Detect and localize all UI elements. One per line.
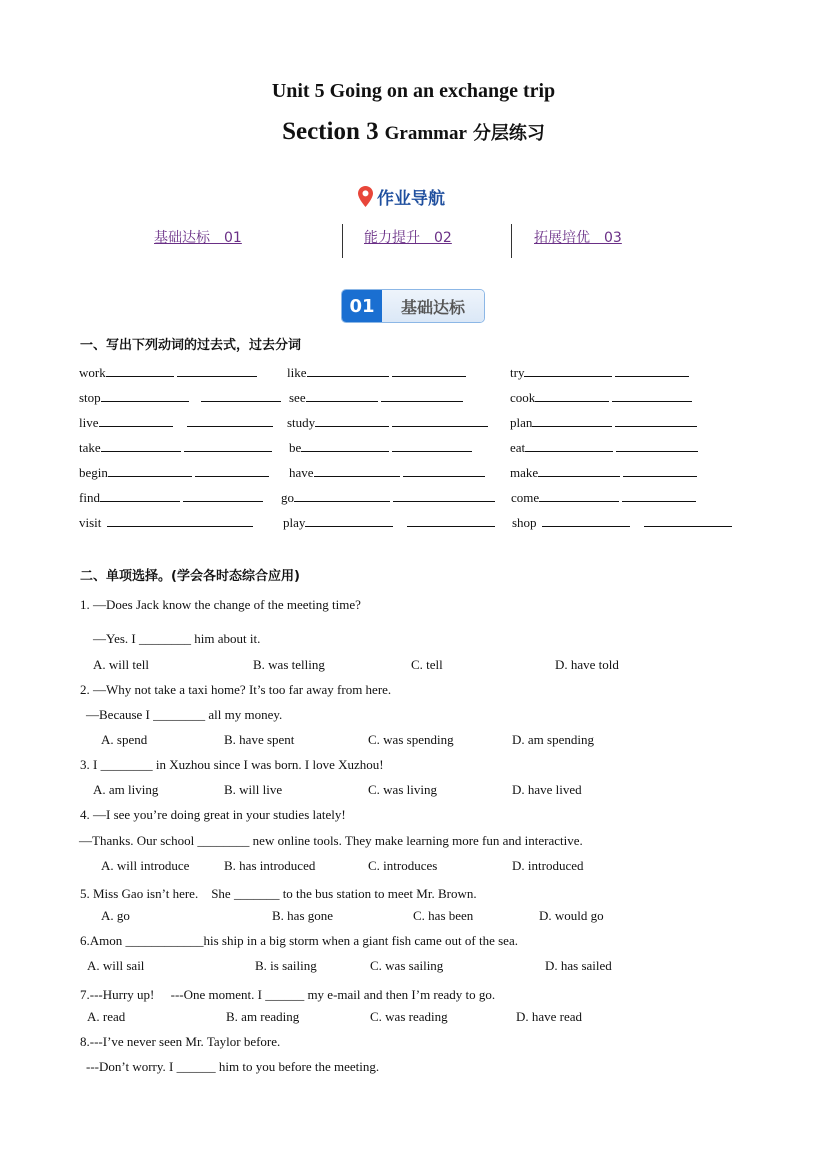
verb-word: live (79, 415, 99, 430)
verb-item (510, 388, 692, 406)
section-number: Section 3 (282, 118, 379, 145)
verb-item (287, 363, 466, 381)
nav-link-extension[interactable]: 拓展培优 03 (534, 230, 622, 246)
option[interactable]: B. have spent (224, 732, 295, 747)
verb-word: go (281, 490, 294, 505)
verb-item (79, 488, 263, 506)
section-title (0, 118, 827, 146)
verb-word: shop (512, 515, 537, 530)
verb-item (281, 488, 495, 506)
option[interactable]: A. go (101, 908, 130, 923)
verb-item (79, 413, 273, 431)
option[interactable]: C. tell (411, 657, 443, 672)
verb-word: take (79, 440, 101, 455)
verb-word: make (510, 465, 539, 480)
question-4-reply: —Thanks. Our school ________ new online tools. They make learning more fun and interactive. (79, 833, 583, 848)
question-6: 6.Amon ____________his ship in a big storm when a giant fish came out of the sea. (80, 933, 518, 948)
option[interactable]: D. introduced (512, 858, 584, 873)
option[interactable]: D. would go (539, 908, 604, 923)
verb-item (511, 488, 696, 506)
option[interactable]: B. has gone (272, 908, 334, 923)
location-pin-icon (358, 186, 373, 207)
option[interactable]: A. spend (101, 732, 148, 747)
question-8-reply: ---Don’t worry. I ______ him to you before the meeting. (86, 1059, 380, 1074)
badge-label: 基础达标 (382, 290, 484, 322)
verb-word: study (287, 415, 316, 430)
option[interactable]: D. am spending (512, 732, 594, 747)
option[interactable]: A. will sail (87, 958, 145, 973)
nav-heading-text: 作业导航 (377, 188, 445, 209)
verb-item (79, 388, 281, 406)
verb-item (510, 463, 697, 481)
nav-divider (342, 224, 343, 258)
option[interactable]: C. has been (413, 908, 474, 923)
option[interactable]: B. was telling (253, 657, 325, 672)
option[interactable]: C. was sailing (370, 958, 444, 973)
part2-heading: 二、单项选择。(学会各时态综合应用) (80, 569, 300, 584)
option[interactable]: A. will tell (93, 657, 149, 672)
option[interactable]: A. am living (93, 782, 159, 797)
option[interactable]: C. was reading (370, 1009, 448, 1024)
option[interactable]: B. will live (224, 782, 283, 797)
question-2-reply: —Because I ________ all my money. (86, 707, 283, 722)
option[interactable]: B. is sailing (255, 958, 317, 973)
verb-word: eat (510, 440, 526, 455)
section-badge (342, 290, 484, 322)
verb-word: work (79, 365, 106, 380)
verb-word: play (283, 515, 306, 530)
question-4: 4. —I see you’re doing great in your studies lately! (80, 807, 346, 822)
verb-word: have (289, 465, 314, 480)
option[interactable]: D. has sailed (545, 958, 612, 973)
question-7: 7.---Hurry up! ---One moment. I ______ my e-mail and then I’m ready to go. (80, 987, 496, 1002)
nav-link-ability[interactable]: 能力提升 02 (364, 230, 452, 246)
verb-item (289, 438, 472, 456)
verb-item (79, 363, 257, 381)
subtitle-cn: 分层练习 (472, 123, 545, 144)
option[interactable]: A. read (87, 1009, 126, 1024)
nav-link-basic[interactable]: 基础达标 01 (154, 230, 242, 246)
verb-item (510, 413, 697, 431)
verb-item (289, 463, 485, 481)
option[interactable]: C. was spending (368, 732, 454, 747)
verb-word: like (287, 365, 307, 380)
question-5: 5. Miss Gao isn’t here. She _______ to the bus station to meet Mr. Brown. (80, 886, 477, 901)
verb-word: cook (510, 390, 536, 405)
option[interactable]: A. will introduce (101, 858, 190, 873)
option[interactable]: D. have read (516, 1009, 583, 1024)
verb-item (510, 363, 689, 381)
nav-divider (511, 224, 512, 258)
option[interactable]: C. introduces (368, 858, 438, 873)
verb-word: stop (79, 390, 101, 405)
option[interactable]: D. have lived (512, 782, 582, 797)
verb-word: be (289, 440, 302, 455)
verb-word: see (289, 390, 306, 405)
option[interactable]: B. am reading (226, 1009, 300, 1024)
verb-item (79, 513, 253, 531)
grammar-label: Grammar (384, 123, 467, 144)
part1-heading: 一、写出下列动词的过去式，过去分词 (80, 338, 302, 353)
verb-item (283, 513, 495, 531)
nav-heading (358, 182, 445, 210)
verb-word: begin (79, 465, 108, 480)
verb-word: come (511, 490, 540, 505)
verb-item (287, 413, 488, 431)
verb-item (79, 463, 269, 481)
unit-title: Unit 5 Going on an exchange trip (271, 80, 556, 102)
verb-word: try (510, 365, 525, 380)
badge-number: 01 (342, 290, 382, 322)
question-1: 1. —Does Jack know the change of the meeting time? (80, 597, 361, 612)
question-3: 3. I ________ in Xuzhou since I was born. I love Xuzhou! (80, 757, 384, 772)
question-1-reply: —Yes. I ________ him about it. (93, 631, 261, 646)
verb-word: visit (79, 515, 102, 530)
verb-item (79, 438, 272, 456)
verb-item (289, 388, 463, 406)
question-8: 8.---I’ve never seen Mr. Taylor before. (80, 1034, 281, 1049)
verb-word: plan (510, 415, 533, 430)
verb-word: find (79, 490, 100, 505)
option[interactable]: B. has introduced (224, 858, 316, 873)
verb-item (510, 438, 698, 456)
question-2: 2. —Why not take a taxi home? It’s too far away from here. (80, 682, 392, 697)
verb-item (512, 513, 732, 531)
option[interactable]: C. was living (368, 782, 437, 797)
option[interactable]: D. have told (555, 657, 619, 672)
